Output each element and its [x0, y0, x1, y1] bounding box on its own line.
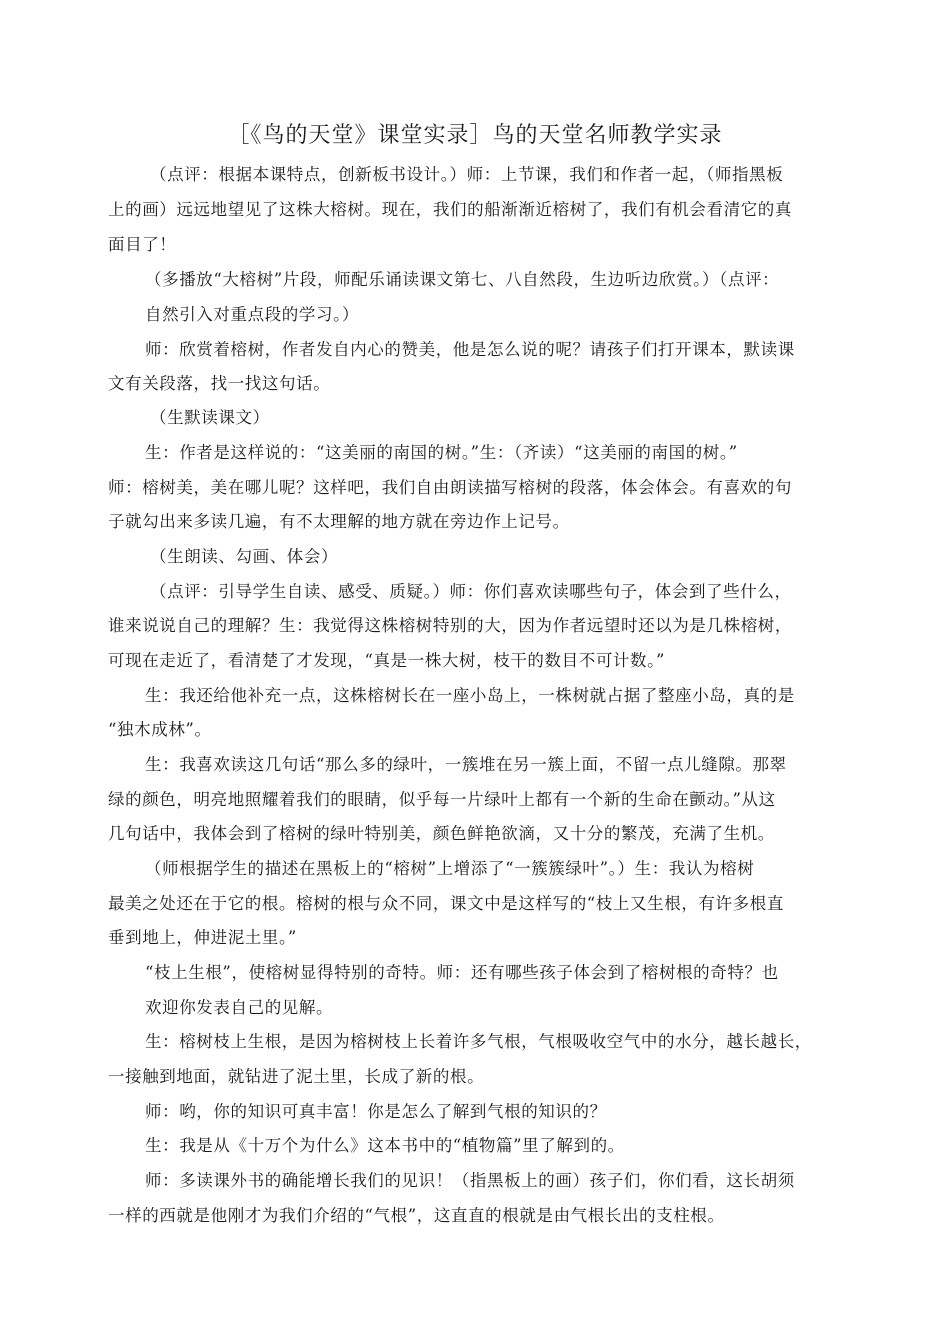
text-line: 最美之处还在于它的根。榕树的根与众不同，课文中是这样写的“枝上又生根，有许多根直	[108, 894, 784, 913]
text-line: （生默读课文）	[150, 408, 270, 427]
text-line: 几句话中，我体会到了榕树的绿叶特别美，颜色鲜艳欲滴，又十分的繁茂，充满了生机。	[108, 824, 775, 843]
text-line: 可现在走近了，看清楚了才发现，“真是一株大树，枝干的数目不可计数。”	[108, 651, 666, 670]
text-line: 一接触到地面，就钻进了泥土里，长成了新的根。	[108, 1067, 485, 1086]
text-line: 垂到地上，伸进泥土里。”	[108, 928, 297, 947]
text-line: “独木成林”。	[108, 720, 212, 739]
text-line: 生：我还给他补充一点，这株榕树长在一座小岛上，一株树就占据了整座小岛，真的是	[145, 686, 795, 705]
text-line: 生：榕树枝上生根，是因为榕树枝上长着许多气根，气根吸收空气中的水分，越长越长，	[145, 1032, 812, 1051]
text-line: 师：多读课外书的确能增长我们的见识！（指黑板上的画）孩子们，你们看，这长胡须	[145, 1171, 795, 1190]
text-line: （生朗读、勾画、体会）	[150, 547, 339, 566]
text-line: 生：我喜欢读这几句话“那么多的绿叶，一簇堆在另一簇上面，不留一点儿缝隙。那翠	[145, 755, 787, 774]
text-line: 谁来说说自己的理解？生：我觉得这株榕树特别的大，因为作者远望时还以为是几株榕树，	[108, 616, 792, 635]
text-line: 生：作者是这样说的：“这美丽的南国的树。”生：（齐读）“这美丽的南国的树。”	[145, 443, 738, 462]
text-line: 子就勾出来多读几遍，有不太理解的地方就在旁边作上记号。	[108, 512, 570, 531]
text-line: 师：欣赏着榕树，作者发自内心的赞美，他是怎么说的呢？请孩子们打开课本，默读课	[145, 340, 795, 359]
text-line: （点评：引导学生自读、感受、质疑。）师：你们喜欢读哪些句子，体会到了些什么，	[150, 582, 792, 601]
text-line: 师：哟，你的知识可真丰富！你是怎么了解到气根的知识的？	[145, 1102, 607, 1121]
document-title: ［《鸟的天堂》课堂实录］鸟的天堂名师教学实录	[227, 123, 723, 148]
text-line: 师：榕树美，美在哪儿呢？这样吧，我们自由朗读描写榕树的段落，体会体会。有喜欢的句	[108, 478, 792, 497]
text-line: 面目了！	[108, 235, 177, 254]
text-line: 上的画）远远地望见了这株大榕树。现在，我们的船渐渐近榕树了，我们有机会看清它的真	[108, 200, 792, 219]
text-line: 绿的颜色，明亮地照耀着我们的眼睛，似乎每一片绿叶上都有一个新的生命在颤动。”从这	[108, 790, 776, 809]
text-line: （点评：根据本课特点，创新板书设计。）师：上节课，我们和作者一起，（师指黑板	[150, 165, 784, 184]
text-line: 欢迎你发表自己的见解。	[145, 998, 334, 1017]
text-line: 自然引入对重点段的学习。）	[145, 305, 360, 324]
text-line: 生：我是从《十万个为什么》这本书中的“植物篇”里了解到的。	[145, 1136, 625, 1155]
text-line: 一样的西就是他刚才为我们介绍的“气根”，这直直的根就是由气根长出的支柱根。	[108, 1206, 725, 1225]
text-line: （师根据学生的描述在黑板上的“榕树”上增添了“一簇簇绿叶”。）生：我认为榕树	[145, 859, 755, 878]
text-line: “枝上生根”，使榕树显得特别的奇特。师：还有哪些孩子体会到了榕树根的奇特？也	[145, 963, 779, 982]
text-line: 文有关段落，找一找这句话。	[108, 374, 331, 393]
text-line: （多播放“大榕树”片段，师配乐诵读课文第七、八自然段，生边听边欣赏。）（点评：	[145, 270, 780, 289]
